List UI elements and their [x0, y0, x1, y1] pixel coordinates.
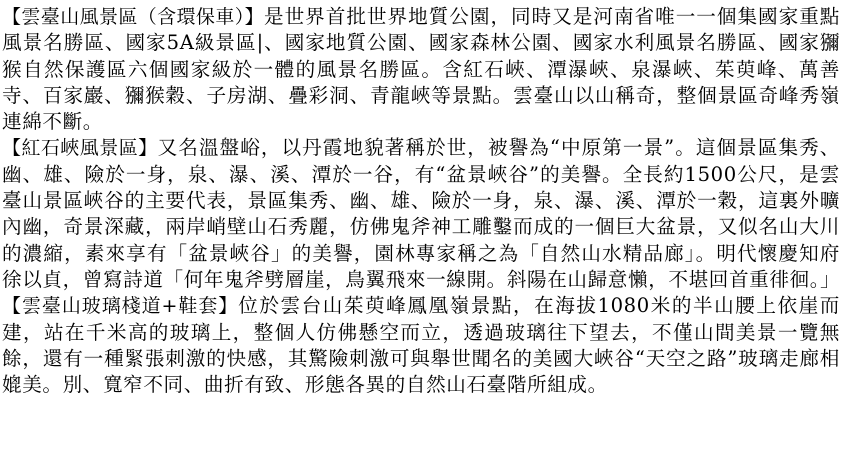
bracket-open: 【 — [2, 295, 22, 318]
paragraph-text: 是世界首批世界地質公園，同時又是河南省唯一一個集國家重點風景名勝區、國家5A級景區|、國家地質公園、國家森林公園、國家水利風景名勝區、國家獼猴自然保護區六個國家級於一體的風景名勝區。含紅石峽、潭瀑峽、泉瀑峽、茱萸峰、萬善寺、百家巖、獼猴穀、子房湖、疊彩洞、青龍峽等景點。雲臺山以山稱奇，整個景區奇峰秀嶺連綿不斷。 — [2, 5, 840, 134]
bracket-open: 【 — [2, 137, 22, 160]
document-body — [2, 4, 840, 398]
paragraph-text: 又名溫盤峪，以丹霞地貌著稱於世，被譽為“中原第一景”。這個景區集秀、幽、雄、險於一身，泉、瀑、溪、潭於一谷，有“盆景峽谷”的美譽。全長約1500公尺，是雲臺山景區峽谷的主要代表，景區集秀、幽、雄、險於一身，泉、瀑、溪、潭於一穀，這裏外曠內幽，奇景深藏，兩岸峭壁山石秀麗，仿佛鬼斧神工雕鑿而成的一個巨大盆景，又似名山大川的濃縮，素來享有「盆景峽谷」的美譽，園林專家稱之為「自然山水精品廊」。明代懷慶知府徐以貞，曾寫詩道「何年鬼斧劈層崖，鳥翼飛來一線開。斜陽在山歸意懶，不堪回首重徘徊。」 — [2, 136, 841, 291]
bracket-close: 】 — [138, 137, 158, 160]
paragraph-hongshixia — [2, 135, 840, 293]
bracket-open: 【 — [2, 6, 22, 28]
paragraph-glass-walkway — [2, 293, 840, 398]
paragraph-yuntaishan — [2, 4, 840, 135]
section-heading: 紅石峽風景區 — [21, 137, 139, 160]
bracket-close: 】 — [218, 295, 239, 318]
paragraph-text: 位於雲台山茱萸峰鳳凰嶺景點，在海拔1080米的半山腰上依崖而建，站在千米高的玻璃上，整個人仿佛懸空而立，透過玻璃往下望去，不僅山間美景一覽無餘，還有一種緊張刺激的快感，其驚險刺激可與舉世聞名的美國大峽谷“天空之路”玻璃走廊相媲美。別、寬窄不同、曲折有致、形態各異的自然山石臺階所組成。 — [2, 294, 840, 397]
section-heading: 雲臺山風景區（含環保車） — [21, 6, 245, 28]
bracket-close: 】 — [244, 6, 265, 28]
section-heading: 雲臺山玻璃棧道+鞋套 — [21, 295, 219, 318]
